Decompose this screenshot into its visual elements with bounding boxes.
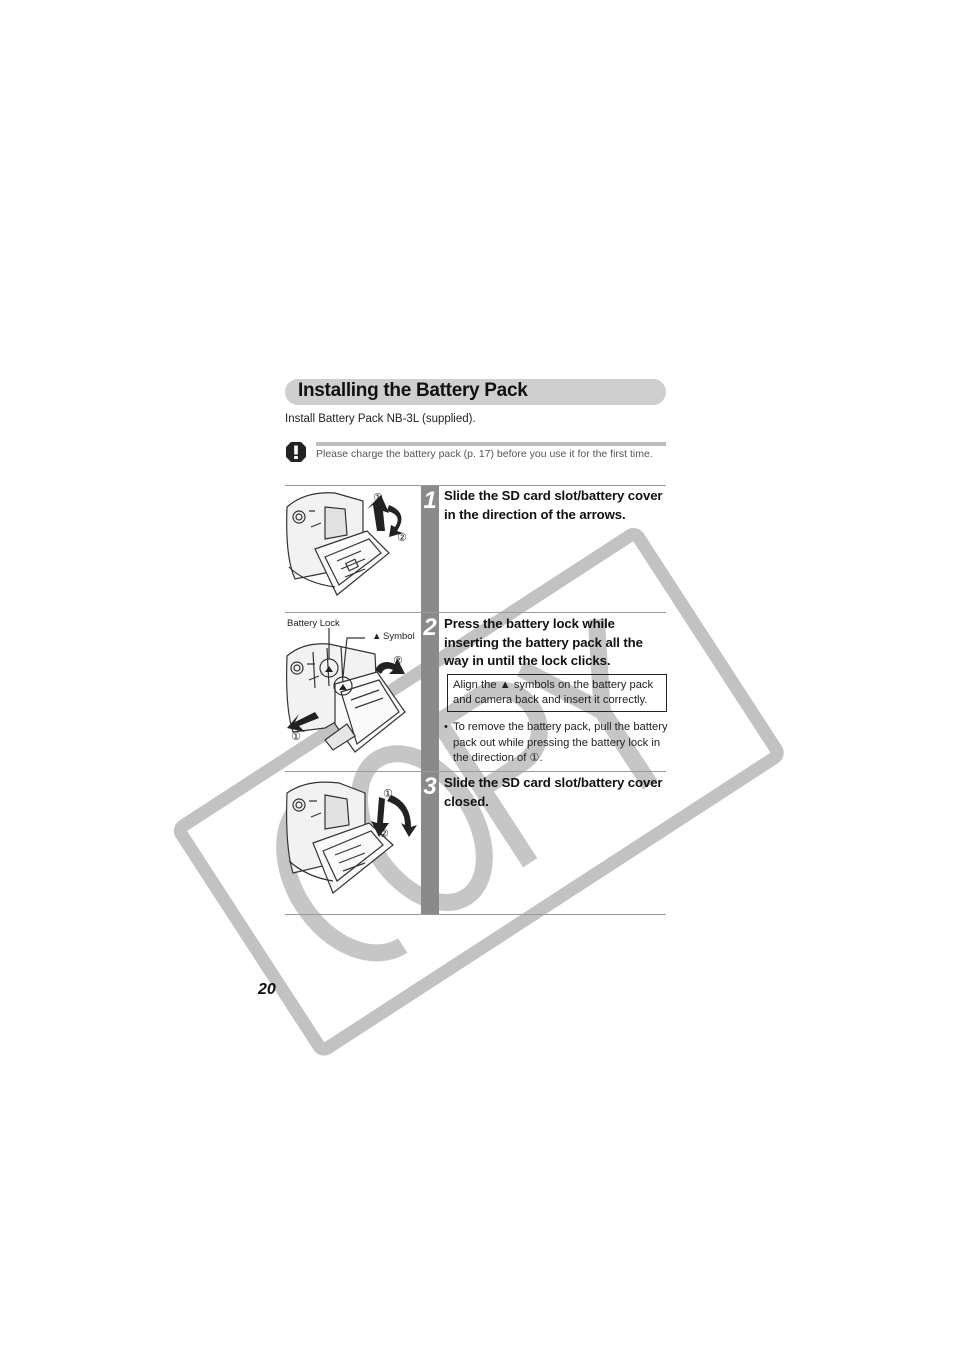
step-1-number: 1 (423, 487, 437, 514)
section-title-bar (285, 379, 666, 405)
page-number: 20 (258, 981, 276, 998)
bullet-dot: • (444, 721, 448, 733)
intro-text: Install Battery Pack NB-3L (supplied). (285, 413, 476, 425)
symbol-label: Symbol (383, 631, 415, 642)
step-2-illustration (285, 628, 419, 760)
callout-2: ② (379, 827, 389, 840)
step-2-text: Press the battery lock while inserting the battery pack all the way in until the lock clicks. (444, 616, 643, 668)
callout-1: ① (373, 491, 383, 504)
caution-icon (285, 441, 307, 463)
step-3-illustration (285, 773, 419, 911)
step-divider (285, 485, 666, 486)
callout-2: ② (393, 654, 403, 667)
triangle-symbol-icon: ▲ (372, 631, 382, 642)
step-3-text: Slide the SD card slot/battery cover closed. (444, 775, 663, 809)
battery-lock-label: Battery Lock (287, 618, 340, 629)
alignment-note-box (447, 674, 667, 712)
notice-rule (316, 442, 666, 446)
step-2-number: 2 (423, 614, 437, 641)
step-divider (285, 771, 666, 772)
step-divider (285, 914, 666, 915)
step-1-text: Slide the SD card slot/battery cover in the direction of the arrows. (444, 488, 663, 522)
step-1-illustration (285, 487, 419, 611)
callout-2: ② (397, 531, 407, 544)
callout-1: ① (383, 787, 393, 800)
removal-text: To remove the battery pack, pull the battery pack out while pressing the battery lock in the direction of ①. (453, 721, 668, 764)
callout-1: ① (291, 730, 301, 743)
alignment-note: Align the ▲ symbols on the battery pack and camera back and insert it correctly. (453, 679, 654, 706)
section-title: Installing the Battery Pack (298, 380, 528, 401)
notice-text: Please charge the battery pack (p. 17) before you use it for the first time. (316, 448, 653, 460)
step-3-number: 3 (423, 773, 437, 800)
step-divider (285, 612, 666, 613)
